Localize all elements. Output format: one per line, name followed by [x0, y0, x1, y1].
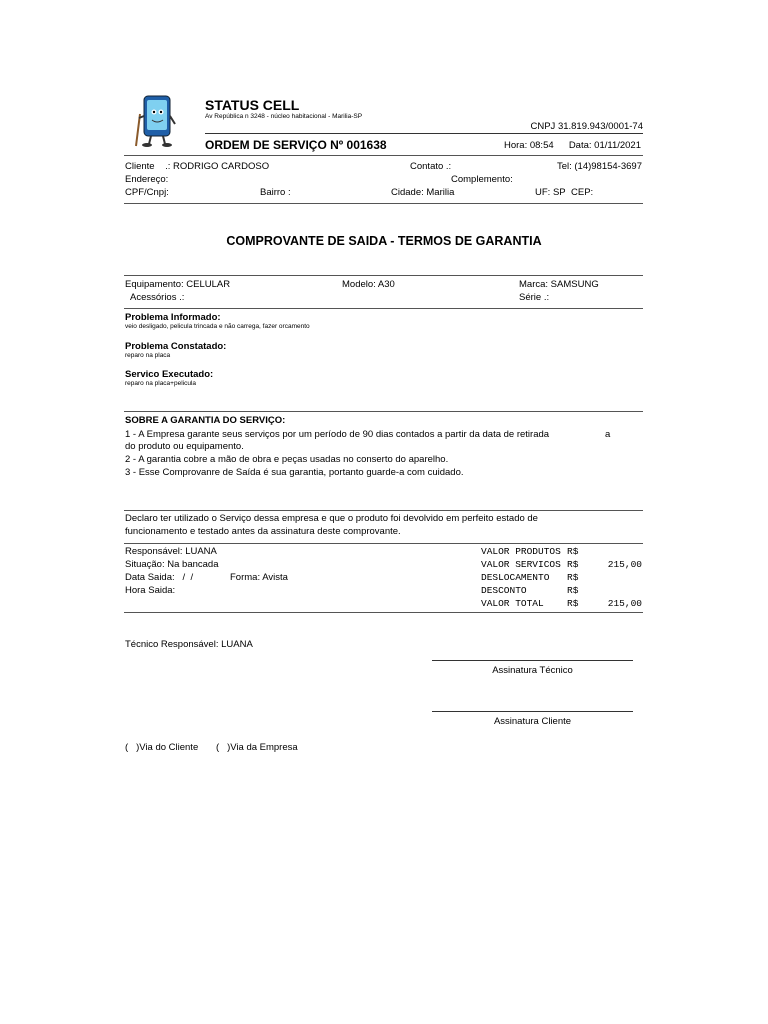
client-uf: UF: SP [535, 187, 566, 198]
warranty-line-1-end: a [605, 429, 611, 440]
divider [124, 612, 643, 613]
copy-client-checkbox: ( )Via do Cliente [125, 742, 199, 753]
divider [124, 411, 643, 412]
client-bairro: Bairro : [260, 187, 291, 198]
client-tel: Tel: (14)98154-3697 [556, 161, 642, 172]
value-currency: R$ [567, 546, 579, 557]
client-name: Cliente .: RODRIGO CARDOSO [125, 161, 270, 172]
warranty-line-3: 2 - A garantia cobre a mão de obra e peças usadas no conserto do aparelho. [125, 454, 449, 465]
value-label: DESLOCAMENTO [481, 572, 550, 583]
summary-payment: Forma: Avista [230, 572, 288, 583]
divider [124, 275, 643, 276]
equipment-accessories: Acessórios .: [130, 292, 185, 303]
technician-signature-line [432, 660, 633, 661]
summary-status: Situação: Na bancada [125, 559, 219, 570]
equipment-model: Modelo: A30 [342, 279, 395, 290]
company-cnpj: CNPJ 31.819.943/0001-74 [530, 121, 643, 132]
warranty-line-1: 1 - A Empresa garante seus serviços por um período de 90 dias contados a partir da data de retirada [125, 429, 550, 440]
technician-responsible: Técnico Responsável: LUANA [125, 639, 253, 650]
problem-reported-text: veio desligado, pelicula trincada e não carrega, fazer orcamento [125, 323, 310, 330]
equipment-brand: Marca: SAMSUNG [519, 279, 599, 290]
order-data: Data: 01/11/2021 [568, 140, 641, 151]
declaration-line-2: funcionamento e testado antes da assinatura deste comprovante. [125, 526, 401, 537]
client-complemento: Complemento: [451, 174, 513, 185]
client-contato: Contato .: [410, 161, 452, 172]
technician-signature-label: Assinatura Técnico [492, 665, 573, 676]
client-signature-label: Assinatura Cliente [493, 716, 572, 727]
warranty-title: SOBRE A GARANTIA DO SERVIÇO: [125, 415, 286, 426]
document-title: COMPROVANTE DE SAIDA - TERMOS DE GARANTIA [226, 234, 542, 248]
value-currency: R$ [567, 598, 579, 609]
problem-found-text: reparo na placa [125, 352, 171, 359]
client-endereco: Endereço: [125, 174, 169, 185]
divider [124, 155, 643, 156]
client-cidade: Cidade: Marilia [391, 187, 455, 198]
service-done-label: Servico Executado: [125, 369, 214, 380]
value-label: VALOR SERVICOS [481, 559, 561, 570]
client-cep: CEP: [571, 187, 594, 198]
value-amount: 215,00 [607, 598, 642, 609]
client-cpf: CPF/Cnpj: [125, 187, 169, 198]
value-amount: 215,00 [607, 559, 642, 570]
divider [124, 308, 643, 309]
copy-company-checkbox: ( )Via da Empresa [216, 742, 298, 753]
divider [124, 203, 643, 204]
value-label: DESCONTO [481, 585, 527, 596]
order-hora: Hora: 08:54 [504, 140, 554, 151]
summary-exit-time: Hora Saida: [125, 585, 176, 596]
company-name: STATUS CELL [205, 97, 300, 113]
value-label: VALOR PRODUTOS [481, 546, 561, 557]
declaration-line-1: Declaro ter utilizado o Serviço dessa empresa e que o produto foi devolvido em perfeito estado de [125, 513, 538, 524]
value-currency: R$ [567, 559, 579, 570]
warranty-line-4: 3 - Esse Comprovanre de Saída é sua garantia, portanto guarde-a com cuidado. [125, 467, 464, 478]
problem-reported-label: Problema Informado: [125, 312, 221, 323]
value-label: VALOR TOTAL [481, 598, 544, 609]
header-divider [205, 133, 643, 134]
summary-responsible: Responsável: LUANA [125, 546, 217, 557]
client-signature-line [432, 711, 633, 712]
company-logo [134, 94, 180, 148]
equipment-serial: Série .: [519, 292, 550, 303]
summary-exit-date: Data Saida: / / [125, 572, 194, 583]
value-currency: R$ [567, 572, 579, 583]
warranty-line-2: do produto ou equipamento. [125, 441, 244, 452]
divider [124, 510, 643, 511]
problem-found-label: Problema Constatado: [125, 341, 227, 352]
divider [124, 543, 643, 544]
equipment-type: Equipamento: CELULAR [125, 279, 231, 290]
company-address: Av República n 3248 - núcleo habitacional - Marilia-SP [205, 113, 363, 120]
value-currency: R$ [567, 585, 579, 596]
service-done-text: reparo na placa+pelicula [125, 380, 197, 387]
order-title: ORDEM DE SERVIÇO Nº 001638 [205, 138, 387, 152]
